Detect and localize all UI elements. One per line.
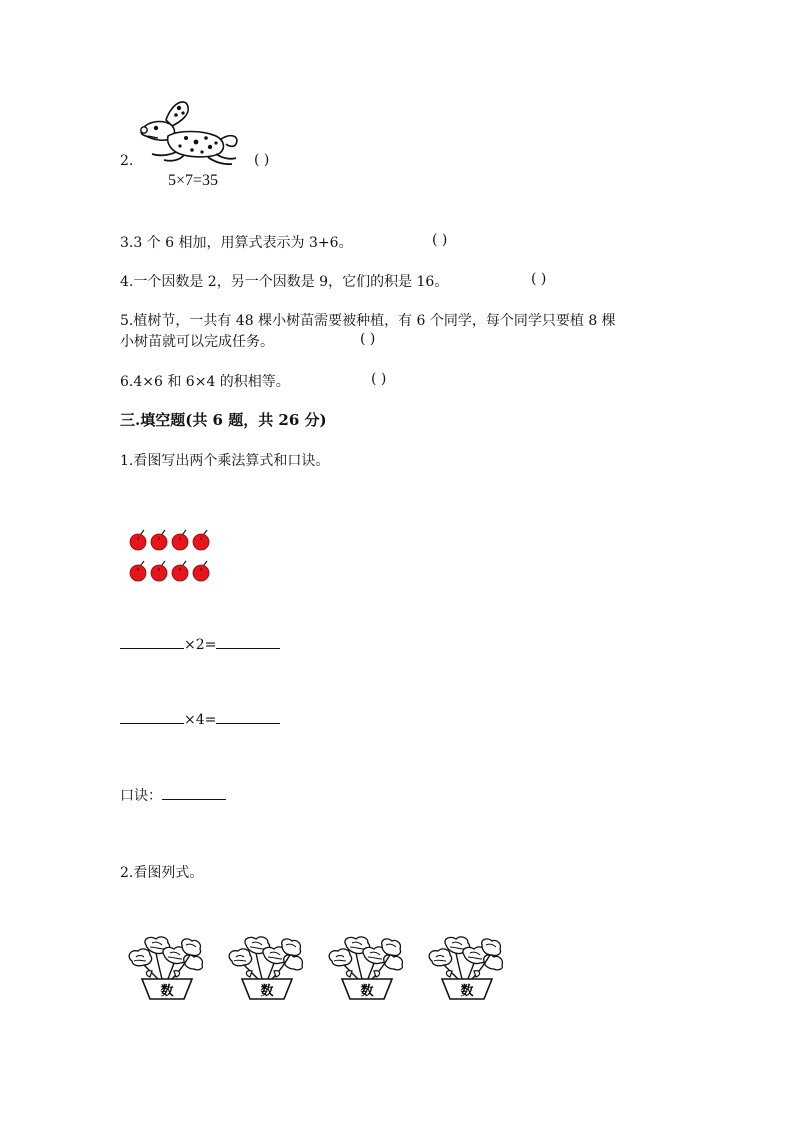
fill-1-mnemonic xyxy=(120,785,226,805)
apple-icon xyxy=(130,530,146,550)
question-2-number: 2. xyxy=(120,153,134,169)
fill-1-eq1-blank-right[interactable] xyxy=(216,634,280,649)
apples-illustration xyxy=(126,526,212,584)
question-2-answer-paren[interactable]: ( ) xyxy=(254,152,270,168)
question-3-text: 3.3 个 6 相加，用算式表示为 3+6。 xyxy=(120,235,353,251)
fill-1-eq2-blank-right[interactable] xyxy=(216,709,280,724)
question-5-line-2: 小树苗就可以完成任务。 xyxy=(120,334,274,350)
apple-row-top xyxy=(130,530,209,550)
spotted-dog-illustration xyxy=(136,98,242,168)
fill-1-mnemonic-label: 口诀： xyxy=(120,788,162,804)
fill-1-equation-2 xyxy=(120,709,280,728)
fill-1-eq2-operator: ×4= xyxy=(184,712,217,728)
question-4-answer-paren[interactable]: ( ) xyxy=(531,271,547,287)
section-3-title: 三.填空题(共 6 题，共 26 分) xyxy=(120,411,327,429)
fill-1-prompt: 1.看图写出两个乘法算式和口诀。 xyxy=(120,453,330,469)
flower-pot-2 xyxy=(229,937,302,999)
pot-3-label: 数 xyxy=(360,984,374,999)
flower-pot-1 xyxy=(129,937,202,999)
question-5-answer-paren[interactable]: ( ) xyxy=(360,331,376,347)
apple-row-bottom xyxy=(130,561,209,581)
flower-pot-3 xyxy=(329,937,402,999)
fill-1-equation-1 xyxy=(120,634,280,653)
fill-1-eq1-operator: ×2= xyxy=(184,637,217,653)
apple-icon xyxy=(172,561,188,581)
fill-2-prompt: 2.看图列式。 xyxy=(120,865,204,881)
question-3-answer-paren[interactable]: ( ) xyxy=(432,232,448,248)
apple-icon xyxy=(172,530,188,550)
question-6-text: 6.4×6 和 6×4 的积相等。 xyxy=(120,374,290,390)
pot-1-label: 数 xyxy=(160,984,174,999)
flower-pot-4 xyxy=(429,937,502,999)
fill-1-eq1-blank-left[interactable] xyxy=(120,634,184,649)
question-5-line-1: 5.植树节，一共有 48 棵小树苗需要被种植，有 6 个同学，每个同学只要植 8 棵 xyxy=(120,313,616,329)
fill-1-mnemonic-blank[interactable] xyxy=(162,785,226,800)
apple-icon xyxy=(130,561,146,581)
pot-4-label: 数 xyxy=(460,984,474,999)
apple-icon xyxy=(193,530,209,550)
fill-1-eq2-blank-left[interactable] xyxy=(120,709,184,724)
flower-pots-illustration xyxy=(124,935,514,1005)
flower-pots-row xyxy=(124,935,514,1005)
apple-icon xyxy=(151,530,167,550)
question-6-answer-paren[interactable]: ( ) xyxy=(371,371,387,387)
apple-icon xyxy=(193,561,209,581)
apple-icon xyxy=(151,561,167,581)
question-2-equation: 5×7=35 xyxy=(168,172,219,189)
question-4-text: 4.一个因数是 2，另一个因数是 9，它们的积是 16。 xyxy=(120,274,449,290)
pot-2-label: 数 xyxy=(260,984,274,999)
